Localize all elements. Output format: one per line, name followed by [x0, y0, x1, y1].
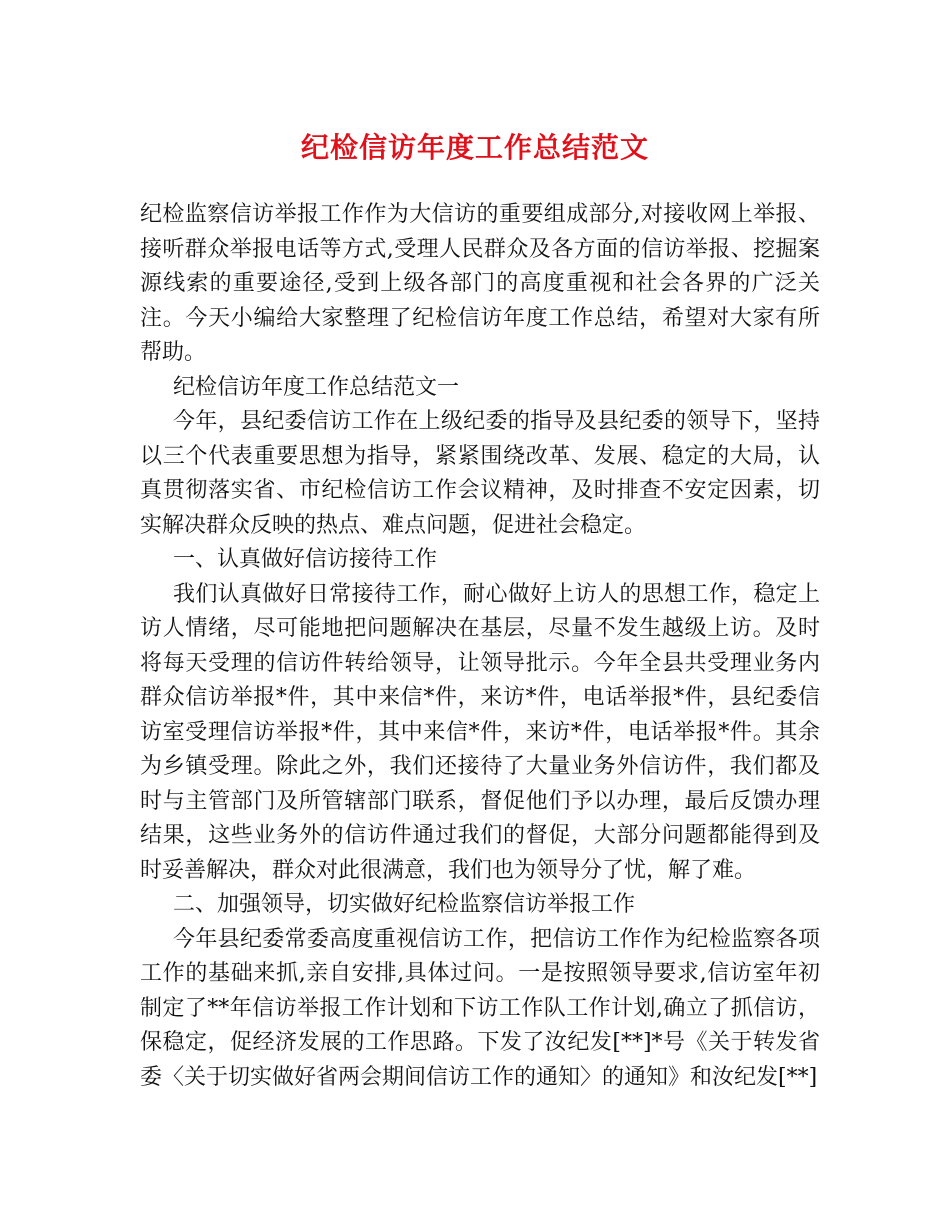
- paragraph-leadership: 今年县纪委常委高度重视信访工作，把信访工作作为纪检监察各项工作的基础来抓,亲自安排,具体过问。一是按照领导要求,信访室年初制定了**年信访举报工作计划和下访工作队工作计划,确立了抓信访，保稳定，促经济发展的工作思路。下发了汝纪发[**]*号《关于转发省委〈关于切实做好省两会期间信访工作的通知〉的通知》和汝纪发[**]: [140, 926, 820, 1090]
- paragraph-heading-two: 二、加强领导，切实做好纪检监察信访举报工作: [173, 892, 636, 917]
- paragraph-section-heading: 纪检信访年度工作总结范文一: [173, 374, 460, 400]
- document-body: [140, 198, 820, 1095]
- paragraph-intro: 纪检监察信访举报工作作为大信访的重要组成部分,对接收网上举报、接听群众举报电话等方式,受理人民群众及各方面的信访举报、挖掘案源线索的重要途径,受到上级各部门的高度重视和社会各界的广泛关注。今天小编给大家整理了纪检信访年度工作总结，希望对大家有所帮助。: [140, 202, 820, 365]
- paragraph-overview: 今年，县纪委信访工作在上级纪委的指导及县纪委的领导下，坚持以三个代表重要思想为指导，紧紧围绕改革、发展、稳定的大局，认真贯彻落实省、市纪检信访工作会议精神，及时排查不安定因素，切实解决群众反映的热点、难点问题，促进社会稳定。: [140, 409, 820, 538]
- document-title: 纪检信访年度工作总结范文: [300, 131, 649, 164]
- paragraph-reception: 我们认真做好日常接待工作，耐心做好上访人的思想工作，稳定上访人情绪，尽可能地把问题解决在基层，尽量不发生越级上访。及时将每天受理的信访件转给领导，让领导批示。今年全县共受理业务内群众信访举报*件，其中来信*件，来访*件，电话举报*件，县纪委信访室受理信访举报*件，其中来信*件，来访*件，电话举报*件。其余为乡镇受理。除此之外，我们还接待了大量业务外信访件，我们都及时与主管部门及所管辖部门联系，督促他们予以办理，最后反馈办理结果，这些业务外的信访件通过我们的督促，大部分问题都能得到及时妥善解决，群众对此很满意，我们也为领导分了忧，解了难。: [140, 581, 820, 883]
- paragraph-heading-one: 一、认真做好信访接待工作: [173, 547, 438, 572]
